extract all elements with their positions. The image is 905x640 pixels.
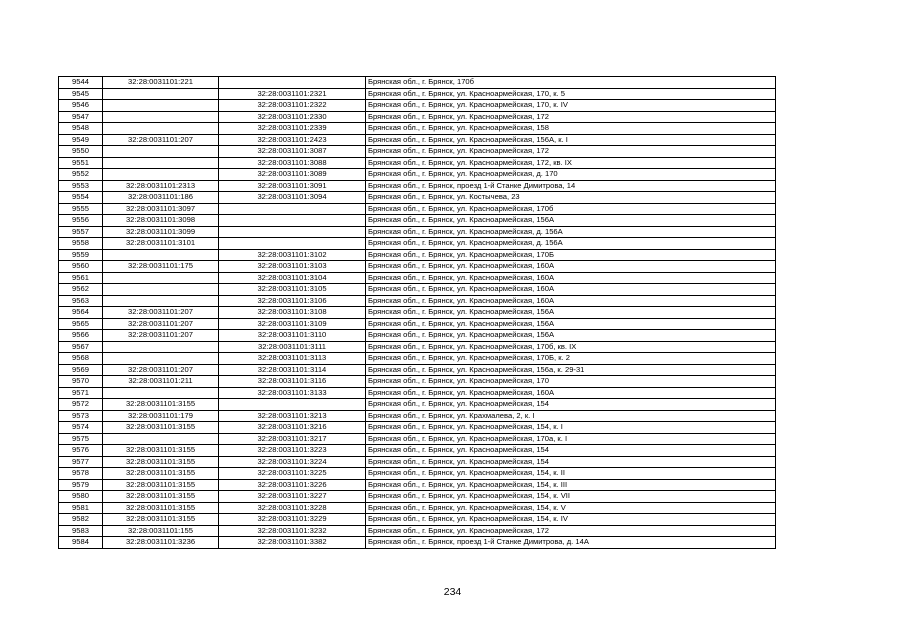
- building-cadastral-cell: [219, 238, 366, 250]
- row-number-cell: 9569: [59, 364, 103, 376]
- building-cadastral-cell: 32:28:0031101:3094: [219, 192, 366, 204]
- building-cadastral-cell: 32:28:0031101:3105: [219, 284, 366, 296]
- building-cadastral-cell: 32:28:0031101:3091: [219, 180, 366, 192]
- address-cell: Брянская обл., г. Брянск, ул. Костычева, 23: [366, 192, 776, 204]
- address-cell: Брянская обл., г. Брянск, ул. Красноармейская, 160А: [366, 387, 776, 399]
- table-row: [59, 157, 776, 169]
- address-cell: Брянская обл., г. Брянск, ул. Красноармейская, 170б, кв. IX: [366, 341, 776, 353]
- row-number-cell: 9576: [59, 445, 103, 457]
- parcel-cadastral-cell: 32:28:0031101:3098: [103, 215, 219, 227]
- row-number-cell: 9575: [59, 433, 103, 445]
- row-number-cell: 9584: [59, 537, 103, 549]
- table-row: [59, 410, 776, 422]
- parcel-cadastral-cell: 32:28:0031101:155: [103, 525, 219, 537]
- row-number-cell: 9581: [59, 502, 103, 514]
- row-number-cell: 9564: [59, 307, 103, 319]
- row-number-cell: 9560: [59, 261, 103, 273]
- table-row: [59, 134, 776, 146]
- building-cadastral-cell: 32:28:0031101:3116: [219, 376, 366, 388]
- parcel-cadastral-cell: 32:28:0031101:179: [103, 410, 219, 422]
- address-cell: Брянская обл., г. Брянск, ул. Красноармейская, 172: [366, 146, 776, 158]
- row-number-cell: 9568: [59, 353, 103, 365]
- building-cadastral-cell: 32:28:0031101:3106: [219, 295, 366, 307]
- address-cell: Брянская обл., г. Брянск, ул. Красноармейская, 154, к. VII: [366, 491, 776, 503]
- parcel-cadastral-cell: 32:28:0031101:3236: [103, 537, 219, 549]
- address-cell: Брянская обл., г. Брянск, проезд 1-й Станке Димитрова, 14: [366, 180, 776, 192]
- building-cadastral-cell: 32:28:0031101:3382: [219, 537, 366, 549]
- table-row: [59, 364, 776, 376]
- address-cell: Брянская обл., г. Брянск, ул. Красноармейская, 154, к. III: [366, 479, 776, 491]
- table-row: [59, 456, 776, 468]
- building-cadastral-cell: 32:28:0031101:3102: [219, 249, 366, 261]
- address-cell: Брянская обл., г. Брянск, ул. Красноармейская, 154: [366, 399, 776, 411]
- parcel-cadastral-cell: [103, 157, 219, 169]
- row-number-cell: 9561: [59, 272, 103, 284]
- address-cell: Брянская обл., г. Брянск, ул. Красноармейская, 156А, к. I: [366, 134, 776, 146]
- building-cadastral-cell: 32:28:0031101:3232: [219, 525, 366, 537]
- address-cell: Брянская обл., г. Брянск, 170б: [366, 77, 776, 89]
- building-cadastral-cell: [219, 77, 366, 89]
- table-row: [59, 100, 776, 112]
- address-cell: Брянская обл., г. Брянск, ул. Красноармейская, 170б: [366, 203, 776, 215]
- table-row: [59, 445, 776, 457]
- row-number-cell: 9582: [59, 514, 103, 526]
- parcel-cadastral-cell: 32:28:0031101:3099: [103, 226, 219, 238]
- parcel-cadastral-cell: [103, 111, 219, 123]
- table-row: [59, 215, 776, 227]
- parcel-cadastral-cell: 32:28:0031101:211: [103, 376, 219, 388]
- building-cadastral-cell: 32:28:0031101:3111: [219, 341, 366, 353]
- building-cadastral-cell: [219, 215, 366, 227]
- building-cadastral-cell: 32:28:0031101:2423: [219, 134, 366, 146]
- address-cell: Брянская обл., г. Брянск, ул. Красноармейская, 172, кв. IX: [366, 157, 776, 169]
- table-row: [59, 468, 776, 480]
- row-number-cell: 9578: [59, 468, 103, 480]
- row-number-cell: 9580: [59, 491, 103, 503]
- parcel-cadastral-cell: 32:28:0031101:3155: [103, 502, 219, 514]
- address-cell: Брянская обл., г. Брянск, ул. Крахмалева, 2, к. I: [366, 410, 776, 422]
- building-cadastral-cell: 32:28:0031101:3103: [219, 261, 366, 273]
- table-row: [59, 295, 776, 307]
- row-number-cell: 9566: [59, 330, 103, 342]
- table-row: [59, 238, 776, 250]
- parcel-cadastral-cell: 32:28:0031101:3155: [103, 491, 219, 503]
- row-number-cell: 9572: [59, 399, 103, 411]
- row-number-cell: 9545: [59, 88, 103, 100]
- address-cell: Брянская обл., г. Брянск, ул. Красноармейская, 154, к. I: [366, 422, 776, 434]
- row-number-cell: 9574: [59, 422, 103, 434]
- building-cadastral-cell: [219, 399, 366, 411]
- table-row: [59, 261, 776, 273]
- table-row: [59, 399, 776, 411]
- row-number-cell: 9553: [59, 180, 103, 192]
- parcel-cadastral-cell: 32:28:0031101:3155: [103, 422, 219, 434]
- registry-table: [58, 76, 776, 549]
- parcel-cadastral-cell: 32:28:0031101:3097: [103, 203, 219, 215]
- address-cell: Брянская обл., г. Брянск, ул. Красноармейская, 156А: [366, 307, 776, 319]
- address-cell: Брянская обл., г. Брянск, ул. Красноармейская, 156А: [366, 330, 776, 342]
- table-row: [59, 353, 776, 365]
- building-cadastral-cell: 32:28:0031101:3225: [219, 468, 366, 480]
- parcel-cadastral-cell: 32:28:0031101:186: [103, 192, 219, 204]
- parcel-cadastral-cell: [103, 146, 219, 158]
- address-cell: Брянская обл., г. Брянск, ул. Красноармейская, 160А: [366, 295, 776, 307]
- row-number-cell: 9579: [59, 479, 103, 491]
- table-row: [59, 272, 776, 284]
- address-cell: Брянская обл., г. Брянск, ул. Красноармейская, д. 156А: [366, 238, 776, 250]
- parcel-cadastral-cell: [103, 169, 219, 181]
- parcel-cadastral-cell: [103, 272, 219, 284]
- row-number-cell: 9563: [59, 295, 103, 307]
- row-number-cell: 9562: [59, 284, 103, 296]
- address-cell: Брянская обл., г. Брянск, ул. Красноармейская, 170, к. IV: [366, 100, 776, 112]
- address-cell: Брянская обл., г. Брянск, ул. Красноармейская, д. 156А: [366, 226, 776, 238]
- table-row: [59, 307, 776, 319]
- building-cadastral-cell: 32:28:0031101:3227: [219, 491, 366, 503]
- address-cell: Брянская обл., г. Брянск, ул. Красноармейская, 160А: [366, 284, 776, 296]
- building-cadastral-cell: 32:28:0031101:3113: [219, 353, 366, 365]
- address-cell: Брянская обл., г. Брянск, ул. Красноармейская, 170, к. 5: [366, 88, 776, 100]
- parcel-cadastral-cell: 32:28:0031101:3155: [103, 456, 219, 468]
- row-number-cell: 9577: [59, 456, 103, 468]
- address-cell: Брянская обл., г. Брянск, ул. Красноармейская, 154: [366, 445, 776, 457]
- table-row: [59, 537, 776, 549]
- building-cadastral-cell: 32:28:0031101:3114: [219, 364, 366, 376]
- row-number-cell: 9559: [59, 249, 103, 261]
- row-number-cell: 9573: [59, 410, 103, 422]
- row-number-cell: 9551: [59, 157, 103, 169]
- building-cadastral-cell: 32:28:0031101:3108: [219, 307, 366, 319]
- parcel-cadastral-cell: [103, 353, 219, 365]
- table-row: [59, 88, 776, 100]
- building-cadastral-cell: 32:28:0031101:2339: [219, 123, 366, 135]
- row-number-cell: 9555: [59, 203, 103, 215]
- parcel-cadastral-cell: 32:28:0031101:207: [103, 330, 219, 342]
- page-number: 234: [443, 586, 462, 598]
- parcel-cadastral-cell: [103, 284, 219, 296]
- table-row: [59, 123, 776, 135]
- row-number-cell: 9552: [59, 169, 103, 181]
- row-number-cell: 9548: [59, 123, 103, 135]
- parcel-cadastral-cell: 32:28:0031101:207: [103, 364, 219, 376]
- table-row: [59, 146, 776, 158]
- row-number-cell: 9570: [59, 376, 103, 388]
- parcel-cadastral-cell: 32:28:0031101:3155: [103, 514, 219, 526]
- address-cell: Брянская обл., г. Брянск, ул. Красноармейская, 158: [366, 123, 776, 135]
- address-cell: Брянская обл., г. Брянск, проезд 1-й Станке Димитрова, д. 14А: [366, 537, 776, 549]
- table-row: [59, 249, 776, 261]
- parcel-cadastral-cell: [103, 88, 219, 100]
- address-cell: Брянская обл., г. Брянск, ул. Красноармейская, 156А: [366, 215, 776, 227]
- address-cell: Брянская обл., г. Брянск, ул. Красноармейская, 156А: [366, 318, 776, 330]
- parcel-cadastral-cell: [103, 387, 219, 399]
- parcel-cadastral-cell: 32:28:0031101:221: [103, 77, 219, 89]
- table-row: [59, 226, 776, 238]
- row-number-cell: 9565: [59, 318, 103, 330]
- row-number-cell: 9554: [59, 192, 103, 204]
- address-cell: Брянская обл., г. Брянск, ул. Красноармейская, 170Б, к. 2: [366, 353, 776, 365]
- building-cadastral-cell: 32:28:0031101:2330: [219, 111, 366, 123]
- table-row: [59, 192, 776, 204]
- parcel-cadastral-cell: 32:28:0031101:175: [103, 261, 219, 273]
- table-row: [59, 341, 776, 353]
- building-cadastral-cell: 32:28:0031101:3133: [219, 387, 366, 399]
- table-row: [59, 491, 776, 503]
- building-cadastral-cell: 32:28:0031101:3109: [219, 318, 366, 330]
- table-row: [59, 203, 776, 215]
- row-number-cell: 9556: [59, 215, 103, 227]
- table-row: [59, 376, 776, 388]
- table-row: [59, 525, 776, 537]
- address-cell: Брянская обл., г. Брянск, ул. Красноармейская, 154, к. II: [366, 468, 776, 480]
- parcel-cadastral-cell: [103, 295, 219, 307]
- building-cadastral-cell: 32:28:0031101:3217: [219, 433, 366, 445]
- table-row: [59, 111, 776, 123]
- table-row: [59, 180, 776, 192]
- building-cadastral-cell: 32:28:0031101:3224: [219, 456, 366, 468]
- table-row: [59, 169, 776, 181]
- building-cadastral-cell: 32:28:0031101:2321: [219, 88, 366, 100]
- address-cell: Брянская обл., г. Брянск, ул. Красноармейская, 170: [366, 376, 776, 388]
- building-cadastral-cell: 32:28:0031101:3228: [219, 502, 366, 514]
- parcel-cadastral-cell: 32:28:0031101:3155: [103, 445, 219, 457]
- building-cadastral-cell: 32:28:0031101:3229: [219, 514, 366, 526]
- building-cadastral-cell: 32:28:0031101:3110: [219, 330, 366, 342]
- building-cadastral-cell: 32:28:0031101:3104: [219, 272, 366, 284]
- table-row: [59, 502, 776, 514]
- row-number-cell: 9547: [59, 111, 103, 123]
- row-number-cell: 9583: [59, 525, 103, 537]
- table-row: [59, 514, 776, 526]
- address-cell: Брянская обл., г. Брянск, ул. Красноармейская, 154, к. IV: [366, 514, 776, 526]
- row-number-cell: 9549: [59, 134, 103, 146]
- building-cadastral-cell: 32:28:0031101:3226: [219, 479, 366, 491]
- parcel-cadastral-cell: [103, 100, 219, 112]
- parcel-cadastral-cell: [103, 123, 219, 135]
- parcel-cadastral-cell: 32:28:0031101:207: [103, 134, 219, 146]
- parcel-cadastral-cell: 32:28:0031101:3101: [103, 238, 219, 250]
- row-number-cell: 9544: [59, 77, 103, 89]
- building-cadastral-cell: 32:28:0031101:2322: [219, 100, 366, 112]
- table-row: [59, 284, 776, 296]
- table-row: [59, 77, 776, 89]
- parcel-cadastral-cell: 32:28:0031101:3155: [103, 468, 219, 480]
- building-cadastral-cell: 32:28:0031101:3213: [219, 410, 366, 422]
- building-cadastral-cell: [219, 226, 366, 238]
- parcel-cadastral-cell: [103, 249, 219, 261]
- row-number-cell: 9558: [59, 238, 103, 250]
- table-row: [59, 330, 776, 342]
- table-row: [59, 433, 776, 445]
- building-cadastral-cell: 32:28:0031101:3089: [219, 169, 366, 181]
- table-row: [59, 422, 776, 434]
- row-number-cell: 9550: [59, 146, 103, 158]
- parcel-cadastral-cell: [103, 341, 219, 353]
- parcel-cadastral-cell: [103, 433, 219, 445]
- address-cell: Брянская обл., г. Брянск, ул. Красноармейская, 154: [366, 456, 776, 468]
- building-cadastral-cell: [219, 203, 366, 215]
- parcel-cadastral-cell: 32:28:0031101:2313: [103, 180, 219, 192]
- address-cell: Брянская обл., г. Брянск, ул. Красноармейская, 172: [366, 525, 776, 537]
- building-cadastral-cell: 32:28:0031101:3088: [219, 157, 366, 169]
- address-cell: Брянская обл., г. Брянск, ул. Красноармейская, 170Б: [366, 249, 776, 261]
- row-number-cell: 9546: [59, 100, 103, 112]
- parcel-cadastral-cell: 32:28:0031101:207: [103, 307, 219, 319]
- parcel-cadastral-cell: 32:28:0031101:3155: [103, 479, 219, 491]
- address-cell: Брянская обл., г. Брянск, ул. Красноармейская, 160А: [366, 272, 776, 284]
- address-cell: Брянская обл., г. Брянск, ул. Красноармейская, 156а, к. 29-31: [366, 364, 776, 376]
- address-cell: Брянская обл., г. Брянск, ул. Красноармейская, 154, к. V: [366, 502, 776, 514]
- registry-table-body: [59, 77, 776, 549]
- row-number-cell: 9557: [59, 226, 103, 238]
- row-number-cell: 9567: [59, 341, 103, 353]
- table-row: [59, 318, 776, 330]
- table-row: [59, 479, 776, 491]
- building-cadastral-cell: 32:28:0031101:3087: [219, 146, 366, 158]
- table-row: [59, 387, 776, 399]
- row-number-cell: 9571: [59, 387, 103, 399]
- parcel-cadastral-cell: 32:28:0031101:207: [103, 318, 219, 330]
- building-cadastral-cell: 32:28:0031101:3216: [219, 422, 366, 434]
- address-cell: Брянская обл., г. Брянск, ул. Красноармейская, 172: [366, 111, 776, 123]
- parcel-cadastral-cell: 32:28:0031101:3155: [103, 399, 219, 411]
- address-cell: Брянская обл., г. Брянск, ул. Красноармейская, д. 170: [366, 169, 776, 181]
- address-cell: Брянская обл., г. Брянск, ул. Красноармейская, 170а, к. I: [366, 433, 776, 445]
- building-cadastral-cell: 32:28:0031101:3223: [219, 445, 366, 457]
- address-cell: Брянская обл., г. Брянск, ул. Красноармейская, 160А: [366, 261, 776, 273]
